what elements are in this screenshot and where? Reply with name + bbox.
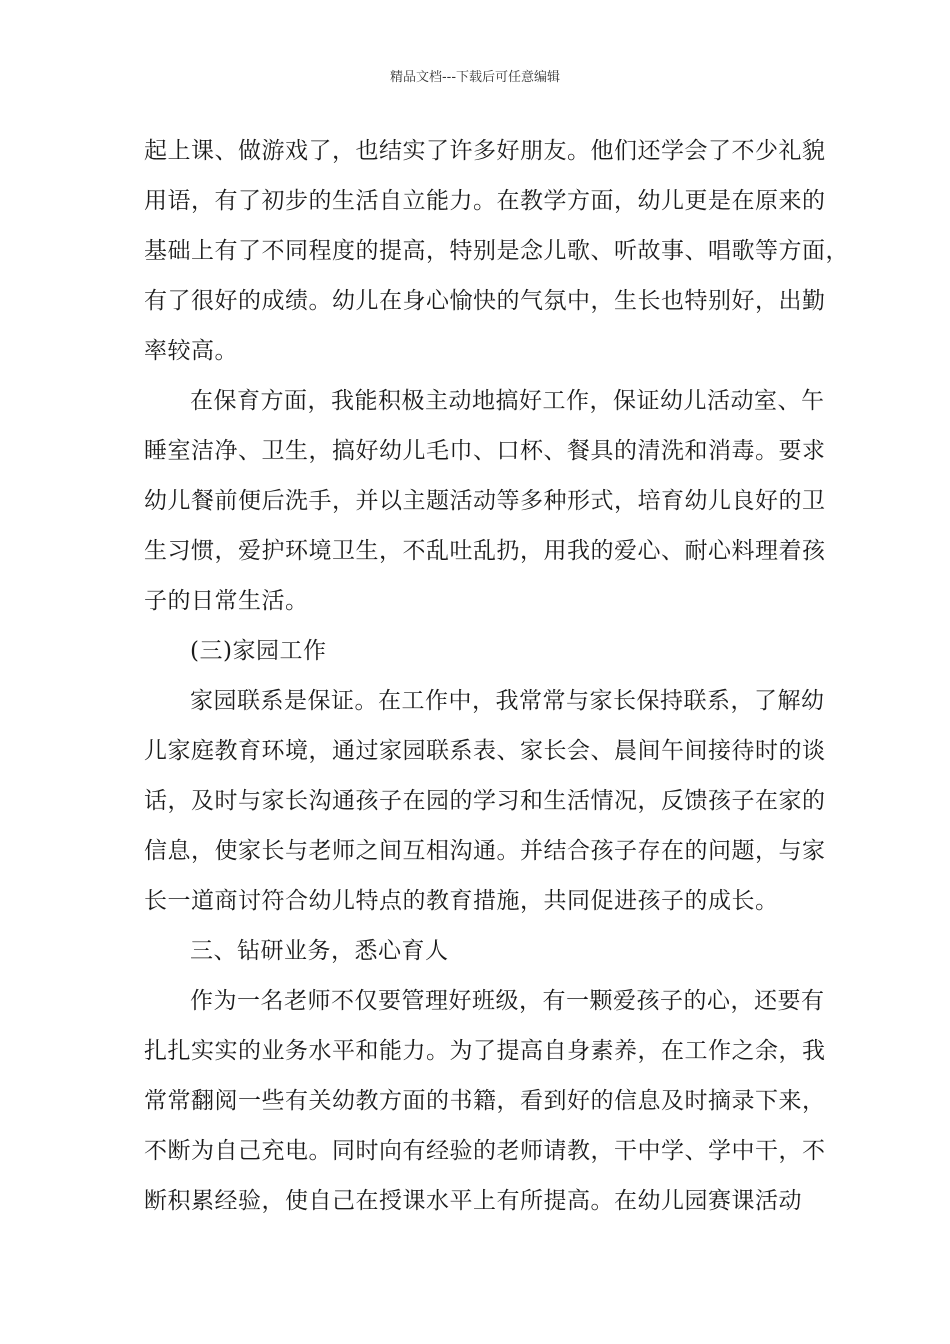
text-line: 有了很好的成绩。幼儿在身心愉快的气氛中，生长也特别好，出勤 <box>144 288 826 314</box>
section-heading: (三)家园工作 <box>190 638 327 664</box>
text-line: 率较高。 <box>144 338 238 364</box>
paragraph-start-line: 在保育方面，我能积极主动地搞好工作，保证幼儿活动室、午 <box>190 388 825 414</box>
text-line: 子的日常生活。 <box>144 588 309 614</box>
paragraph-start-line: 家园联系是保证。在工作中，我常常与家长保持联系，了解幼 <box>190 688 825 714</box>
text-line: 常常翻阅一些有关幼教方面的书籍，看到好的信息及时摘录下来， <box>144 1088 826 1114</box>
text-line: 话，及时与家长沟通孩子在园的学习和生活情况，反馈孩子在家的 <box>144 788 826 814</box>
text-line: 起上课、做游戏了，也结实了许多好朋友。他们还学会了不少礼貌 <box>144 138 826 164</box>
text-line: 不断为自己充电。同时向有经验的老师请教，干中学、学中干，不 <box>144 1138 826 1164</box>
text-line: 用语，有了初步的生活自立能力。在教学方面，幼儿更是在原来的 <box>144 188 826 214</box>
text-line: 基础上有了不同程度的提高，特别是念儿歌、听故事、唱歌等方面， <box>144 238 849 264</box>
text-line: 扎扎实实的业务水平和能力。为了提高自身素养，在工作之余，我 <box>144 1038 826 1064</box>
text-line: 睡室洁净、卫生，搞好幼儿毛巾、口杯、餐具的清洗和消毒。要求 <box>144 438 826 464</box>
paragraph-start-line: 作为一名老师不仅要管理好班级，有一颗爱孩子的心，还要有 <box>190 988 825 1014</box>
document-body <box>144 126 849 1226</box>
text-line: 生习惯，爱护环境卫生，不乱吐乱扔，用我的爱心、耐心料理着孩 <box>144 538 826 564</box>
text-line: 幼儿餐前便后洗手，并以主题活动等多种形式，培育幼儿良好的卫 <box>144 488 826 514</box>
text-line: 儿家庭教育环境，通过家园联系表、家长会、晨间午间接待时的谈 <box>144 738 826 764</box>
page-header: 精品文档---下载后可任意编辑 <box>389 70 561 85</box>
text-line: 信息，使家长与老师之间互相沟通。并结合孩子存在的问题，与家 <box>144 838 826 864</box>
text-line: 断积累经验，使自己在授课水平上有所提高。在幼儿园赛课活动 <box>144 1188 802 1214</box>
text-line: 长一道商讨符合幼儿特点的教育措施，共同促进孩子的成长。 <box>144 888 779 914</box>
section-heading: 三、钻研业务，悉心育人 <box>190 938 449 964</box>
